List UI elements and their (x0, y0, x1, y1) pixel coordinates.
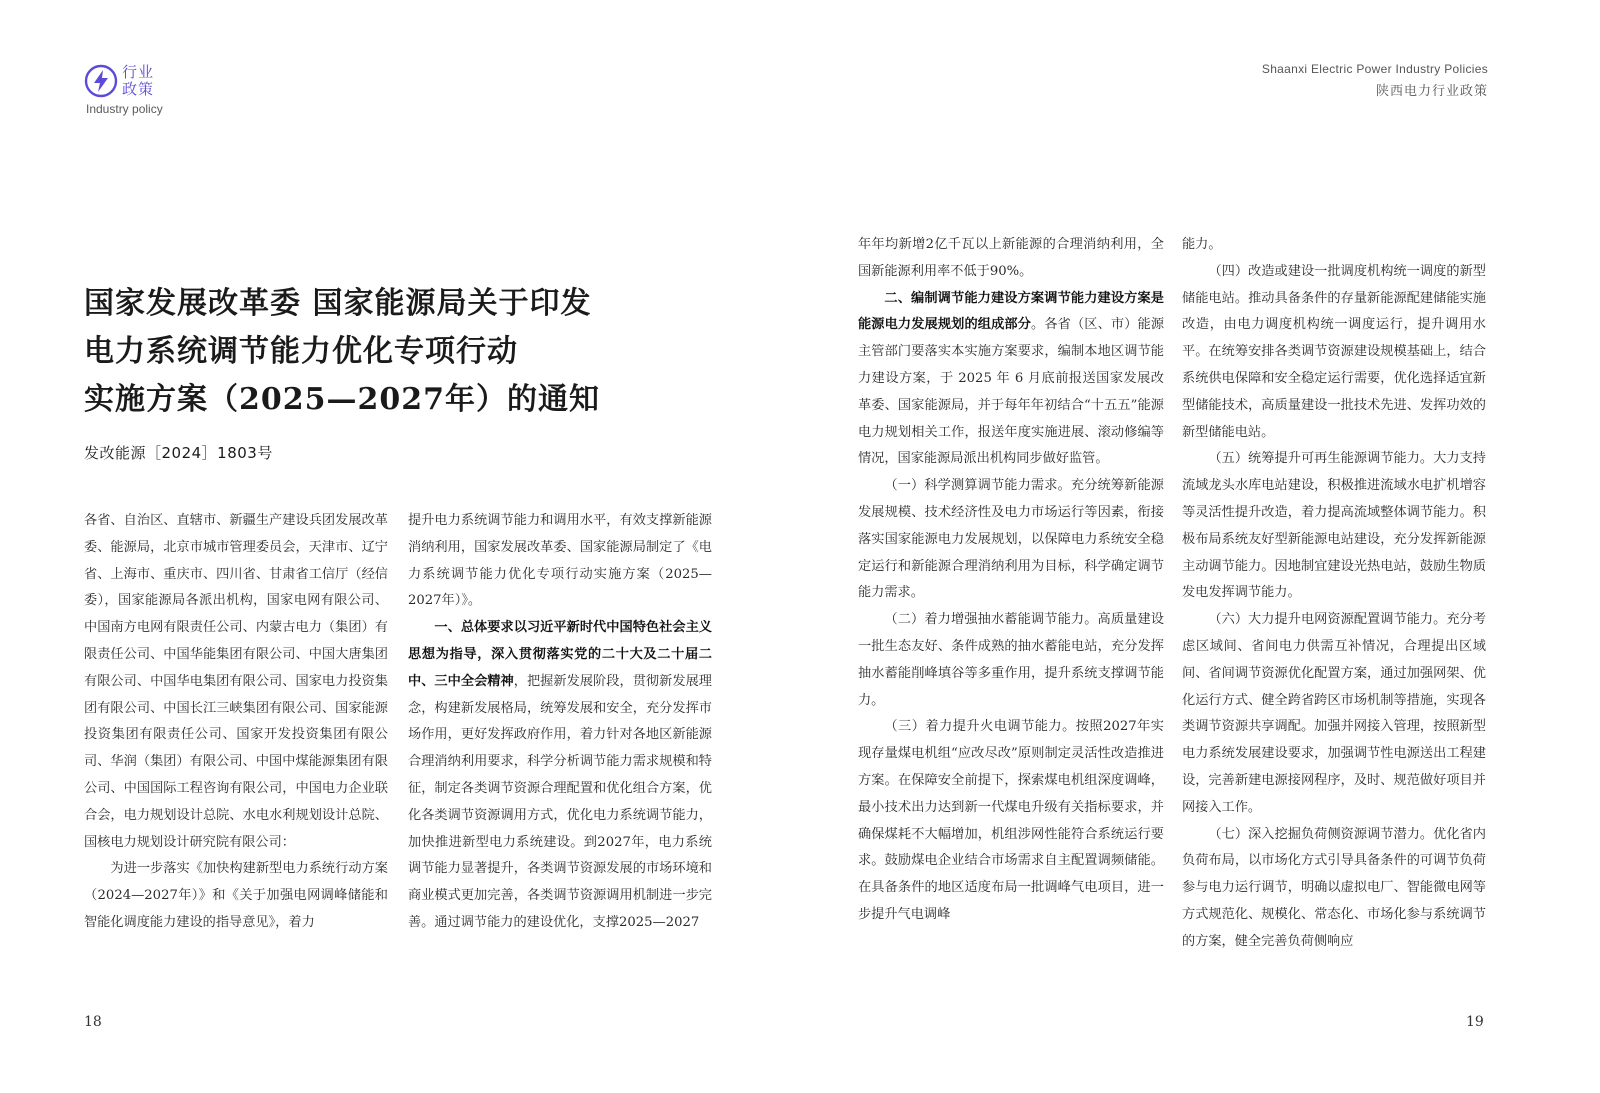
page-number-left: 18 (84, 1014, 102, 1030)
lightning-icon (84, 64, 118, 98)
paragraph: （一）科学测算调节能力需求。充分统筹新能源发展规模、技术经济性及电力市场运行等因素，衔接落实国家能源电力发展规划，以保障电力系统安全稳定运行和新能源合理消纳利用为目标，科学确定调节能力需求。 (858, 478, 1164, 601)
paragraph: （五）统筹提升可再生能源调节能力。大力支持流域龙头水库电站建设，积极推进流域水电扩机增容等灵活性提升改造，着力提高流域整体调节能力。积极布局系统友好型新能源电站建设，充分发挥新能源主动调节能力。因地制宜建设光热电站，鼓励生物质发电发挥调节能力。 (1182, 451, 1486, 601)
paragraph: （三）着力提升火电调节能力。按照2027年实现存量煤电机组“应改尽改”原则制定灵活性改造推进方案。在保障安全前提下，探索煤电机组深度调峰，最小技术出力达到新一代煤电升级有关指标要求，并确保煤耗不大幅增加，机组涉网性能符合系统运行要求。鼓励煤电企业结合市场需求自主配置调频储能。在具备条件的地区适度布局一批调峰气电项目，进一步提升气电调峰 (858, 719, 1164, 922)
section-name: 行业 政策 (122, 63, 155, 98)
paragraph: （七）深入挖掘负荷侧资源调节潜力。优化省内负荷布局，以市场化方式引导具备条件的可调节负荷参与电力运行调节，明确以虚拟电厂、智能微电网等方式规范化、规模化、常态化、市场化参与系统调节的方案，健全完善负荷侧响应 (1182, 826, 1486, 949)
body-column-4 (1182, 232, 1486, 956)
section-heading: 二、编制调节能力建设方案调节能力建设方案是能源电力发展规划的组成部分 (858, 290, 1164, 333)
paragraph: 各省、自治区、直辖市、新疆生产建设兵团发展改革委、能源局，北京市城市管理委员会，天津市、辽宁省、上海市、重庆市、四川省、甘肃省工信厅（经信委），国家能源局各派出机构，国家电网有限公司、中国南方电网有限责任公司、内蒙古电力（集团）有限责任公司、中国华能集团有限公司、中国大唐集团有限公司、中国华电集团有限公司、国家电力投资集团有限公司、中国长江三峡集团有限公司、国家能源投资集团有限责任公司、国家开发投资集团有限公司、华润（集团）有限公司、中国中煤能源集团有限公司、中国国际工程咨询有限公司，中国电力企业联合会，电力规划设计总院、水电水利规划设计总院、国核电力规划设计研究院有限公司： (84, 513, 388, 850)
paragraph: 提升电力系统调节能力和调用水平，有效支撑新能源消纳利用，国家发展改革委、国家能源局制定了《电力系统调节能力优化专项行动实施方案（2025—2027年）》。 (408, 513, 712, 609)
paragraph: 年年均新增2亿千瓦以上新能源的合理消纳利用，全国新能源利用率不低于90%。 (858, 237, 1164, 279)
running-header (1262, 62, 1488, 99)
section-logo (84, 60, 204, 120)
running-header-zh: 陕西电力行业政策 (1375, 84, 1488, 99)
paragraph: （二）着力增强抽水蓄能调节能力。高质量建设一批生态友好、条件成熟的抽水蓄能电站，充分发挥抽水蓄能削峰填谷等多重作用，提升系统支撑调节能力。 (858, 612, 1164, 708)
article-title: 国家发展改革委 国家能源局关于印发 电力系统调节能力优化专项行动 实施方案（2025—2027年）的通知 (84, 286, 600, 417)
body-column-2 (408, 508, 712, 937)
section-heading: 一、总体要求以习近平新时代中国特色社会主义思想为指导，深入贯彻落实党的二十大及二十届二中、三中全会精神 (408, 620, 712, 689)
body-column-3 (858, 232, 1164, 929)
paragraph: （四）改造或建设一批调度机构统一调度的新型储能电站。推动具备条件的存量新能源配建储能实施改造，由电力调度机构统一调度运行，提升调用水平。在统筹安排各类调节资源建设规模基础上，结合系统供电保障和安全稳定运行需要，优化选择适宜新型储能技术，高质量建设一批技术先进、发挥功效的新型储能电站。 (1182, 263, 1486, 440)
body-column-1 (84, 508, 388, 937)
paragraph: 为进一步落实《加快构建新型电力系统行动方案（2024—2027年）》和《关于加强电网调峰储能和智能化调度能力建设的指导意见》，着力 (84, 861, 388, 930)
page-number-right: 19 (1466, 1014, 1484, 1030)
paragraph: 一、总体要求以习近平新时代中国特色社会主义思想为指导，深入贯彻落实党的二十大及二十届二中、三中全会精神，把握新发展阶段，贯彻新发展理念，构建新发展格局，统筹发展和安全，充分发挥市场作用，更好发挥政府作用，着力针对各地区新能源合理消纳利用要求，科学分析调节能力需求规模和特征，制定各类调节资源合理配置和优化组合方案，优化各类调节资源调用方式，优化电力系统调节能力，加快推进新型电力系统建设。到2027年，电力系统调节能力显著提升，各类调节资源发展的市场环境和商业模式更加完善，各类调节资源调用机制进一步完善。通过调节能力的建设优化，支撑2025—2027 (408, 620, 712, 930)
paragraph: 二、编制调节能力建设方案调节能力建设方案是能源电力发展规划的组成部分。各省（区、市）能源主管部门要落实本实施方案要求，编制本地区调节能力建设方案，于 2025 年 6 月底前报送国家发展改革委、国家能源局，并于每年年初结合“十五五”能源电力规划相关工作，报送年度实施进展、滚动修编等情况，国家能源局派出机构同步做好监管。 (858, 290, 1165, 467)
paragraph: 能力。 (1182, 237, 1222, 252)
running-header-en: Shaanxi Electric Power Industry Policies (1261, 62, 1488, 76)
section-name-en: Industry policy (86, 102, 163, 116)
document-number: 发改能源［2024］1803号 (84, 444, 273, 462)
paragraph: （六）大力提升电网资源配置调节能力。充分考虑区域间、省间电力供需互补情况，合理提出区域间、省间调节资源优化配置方案，通过加强网架、优化运行方式、健全跨省跨区市场机制等措施，实现各类调节资源共享调配。加强并网接入管理，按照新型电力系统发展建设要求，加强调节性电源送出工程建设，完善新建电源接网程序，及时、规范做好项目并网接入工作。 (1182, 612, 1486, 815)
